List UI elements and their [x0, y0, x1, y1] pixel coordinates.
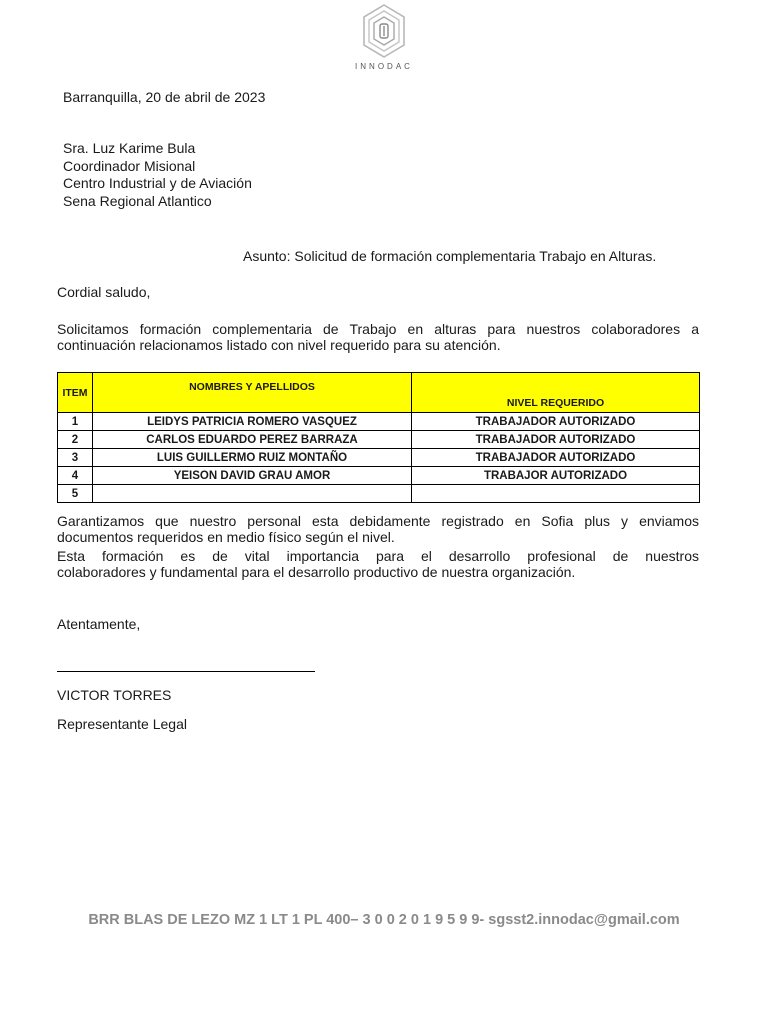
signer-title: Representante Legal	[57, 716, 187, 732]
company-logo	[352, 2, 416, 80]
recipient-regional: Sena Regional Atlantico	[63, 192, 212, 209]
importance-line-1: Esta formación es de vital importancia para el desarrollo profesional de nuestros	[57, 548, 699, 564]
importance-paragraph	[57, 548, 699, 580]
row-level: TRABAJADOR AUTORIZADO	[412, 431, 700, 449]
table-row	[58, 431, 700, 449]
row-name	[93, 485, 412, 503]
signature-line	[57, 671, 315, 672]
request-paragraph	[57, 321, 699, 353]
row-item: 4	[58, 467, 93, 485]
header-item: ITEM	[58, 373, 93, 413]
recipient-block	[63, 140, 252, 210]
row-level: TRABAJADOR AUTORIZADO	[412, 449, 700, 467]
row-name: LEIDYS PATRICIA ROMERO VASQUEZ	[93, 413, 412, 431]
guarantee-line-2: documentos requeridos en medio físico según el nivel.	[57, 529, 395, 545]
row-level: TRABAJOR AUTORIZADO	[412, 467, 700, 485]
request-line-2: continuación relacionamos listado con nivel requerido para su atención.	[57, 337, 501, 353]
request-line-1: Solicitamos formación complementaria de Trabajo en alturas para nuestros colaboradores a	[57, 321, 699, 337]
place-date: Barranquilla, 20 de abril de 2023	[63, 89, 266, 105]
greeting: Cordial saludo,	[57, 284, 151, 300]
header-name: NOMBRES Y APELLIDOS	[93, 373, 412, 413]
guarantee-line-1: Garantizamos que nuestro personal esta debidamente registrado en Sofia plus y enviamos	[57, 513, 699, 529]
recipient-center: Centro Industrial y de Aviación	[63, 175, 252, 191]
logo-text: INNODAC	[355, 62, 413, 71]
table-header-row	[58, 373, 700, 413]
closing: Atentamente,	[57, 616, 141, 632]
recipient-name: Sra. Luz Karime Bula	[63, 140, 196, 156]
row-item: 1	[58, 413, 93, 431]
recipient-position: Coordinador Misional	[63, 157, 196, 174]
signer-name: VICTOR TORRES	[57, 687, 172, 703]
row-name: CARLOS EDUARDO PEREZ BARRAZA	[93, 431, 412, 449]
row-item: 5	[58, 485, 93, 503]
row-level	[412, 485, 700, 503]
row-name: YEISON DAVID GRAU AMOR	[93, 467, 412, 485]
table-row	[58, 467, 700, 485]
importance-line-2: colaboradores y fundamental para el desarrollo productivo de nuestra organización.	[57, 564, 576, 580]
table-row	[58, 449, 700, 467]
header-level: NIVEL REQUERIDO	[412, 373, 700, 413]
row-name: LUIS GUILLERMO RUIZ MONTAÑO	[93, 449, 412, 467]
row-item: 3	[58, 449, 93, 467]
participants-table	[57, 372, 700, 503]
innodac-hexagon-logo-icon	[360, 2, 408, 60]
guarantee-paragraph	[57, 513, 699, 545]
row-level: TRABAJADOR AUTORIZADO	[412, 413, 700, 431]
table-row	[58, 413, 700, 431]
subject-line: Asunto: Solicitud de formación complementaria Trabajo en Alturas.	[243, 248, 657, 264]
row-item: 2	[58, 431, 93, 449]
table-row	[58, 485, 700, 503]
footer-address: BRR BLAS DE LEZO MZ 1 LT 1 PL 400– 3 0 0 2 0 1 9 5 9 9- sgsst2.innodac@gmail.com	[88, 912, 680, 928]
